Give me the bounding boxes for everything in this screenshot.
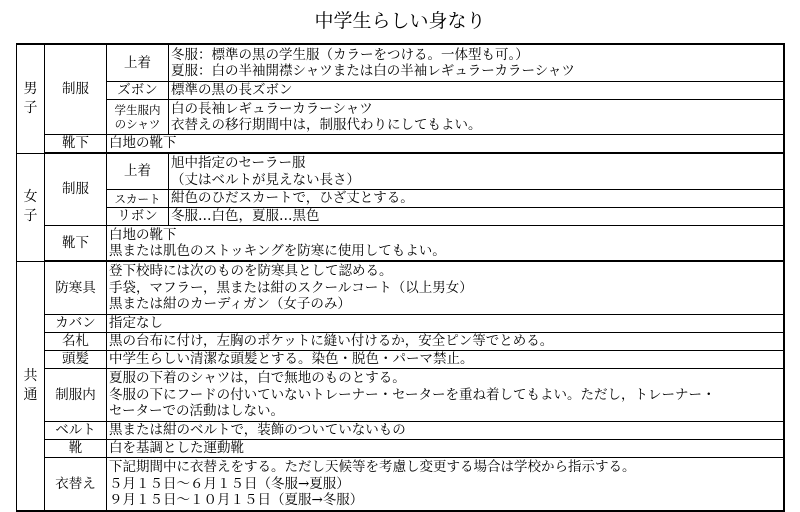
table-row xyxy=(17,369,784,422)
girls-jacket-text: 旭中指定のセーラー服 （丈はベルトが見えない長さ） xyxy=(169,153,784,190)
table-row xyxy=(17,153,784,190)
girls-socks-text: 白地の靴下 黒または肌色のストッキングを防寒に使用してもよい。 xyxy=(107,226,784,262)
table-row xyxy=(17,261,784,315)
table-row xyxy=(17,351,784,369)
boys-jacket-text: 冬服：標準の黒の学生服（カラーをつける。一体型も可。） 夏服：白の半袖開襟シャツまたは白の半袖レギュラーカラーシャツ xyxy=(169,44,784,82)
boys-pants-text: 標準の黒の長ズボン xyxy=(169,82,784,100)
table-row xyxy=(17,208,784,226)
common-bag-label: カバン xyxy=(45,315,107,333)
boys-pants-label: ズボン xyxy=(107,82,169,100)
table-row xyxy=(17,440,784,458)
table-row xyxy=(17,82,784,100)
table-row xyxy=(17,458,784,512)
common-cold-text: 登下校時には次のものを防寒具として認める。 手袋，マフラー，黒または紺のスクールコート（以上男女） 黒または紺のカーディガン（女子のみ） xyxy=(107,261,784,315)
common-hair-label: 頭髪 xyxy=(45,351,107,369)
category-common: 共 通 xyxy=(17,261,45,511)
table-row xyxy=(17,135,784,154)
table-row xyxy=(17,333,784,351)
common-inner-label: 制服内 xyxy=(45,369,107,422)
common-nametag-label: 名札 xyxy=(45,333,107,351)
boys-socks-label: 靴下 xyxy=(45,135,107,154)
table-row xyxy=(17,190,784,208)
table-row xyxy=(17,315,784,333)
girls-jacket-label: 上着 xyxy=(107,153,169,190)
common-nametag-text: 黒の台布に付け，左胸のポケットに縫い付けるか，安全ピン等でとめる。 xyxy=(107,333,784,351)
category-boys: 男 子 xyxy=(17,44,45,153)
category-girls: 女 子 xyxy=(17,153,45,261)
girls-skirt-text: 紺色のひだスカートで，ひざ丈とする。 xyxy=(169,190,784,208)
common-inner-text: 夏服の下着のシャツは，白で無地のものとする。 冬服の下にフードの付いていないトレーナー・セーターを重ね着してもよい。ただし，トレーナー・ セーターでの活動はしない。 xyxy=(107,369,784,422)
boys-uniform-label: 制服 xyxy=(45,44,107,135)
girls-ribbon-text: 冬服…白色，夏服…黒色 xyxy=(169,208,784,226)
common-belt-label: ベルト xyxy=(45,422,107,440)
common-belt-text: 黒または紺のベルトで，装飾のついていないもの xyxy=(107,422,784,440)
girls-ribbon-label: リボン xyxy=(107,208,169,226)
common-change-text: 下記期間中に衣替えをする。ただし天候等を考慮し変更する場合は学校から指示する。 ５月１５日～６月１５日（冬服→夏服） ９月１５日～１０月１５日（夏服→冬服） xyxy=(107,458,784,512)
boys-shirt-label: 学生服内 のシャツ xyxy=(107,100,169,135)
common-shoes-text: 白を基調とした運動靴 xyxy=(107,440,784,458)
girls-skirt-label: スカート xyxy=(107,190,169,208)
page-title: 中学生らしい身なり xyxy=(314,10,486,32)
common-change-label: 衣替え xyxy=(45,458,107,512)
boys-jacket-label: 上着 xyxy=(107,44,169,82)
boys-shirt-text: 白の長袖レギュラーカラーシャツ 衣替えの移行期間中は，制服代わりにしてもよい。 xyxy=(169,100,784,135)
common-bag-text: 指定なし xyxy=(107,315,784,333)
boys-socks-text: 白地の靴下 xyxy=(107,135,784,154)
table-row xyxy=(17,226,784,262)
common-cold-label: 防寒具 xyxy=(45,261,107,315)
table-row xyxy=(17,422,784,440)
common-hair-text: 中学生らしい清潔な頭髪とする。染色・脱色・パーマ禁止。 xyxy=(107,351,784,369)
girls-uniform-label: 制服 xyxy=(45,153,107,226)
girls-socks-label: 靴下 xyxy=(45,226,107,262)
common-shoes-label: 靴 xyxy=(45,440,107,458)
table-row xyxy=(17,44,784,82)
table-row xyxy=(17,100,784,135)
dress-code-table xyxy=(16,43,785,512)
